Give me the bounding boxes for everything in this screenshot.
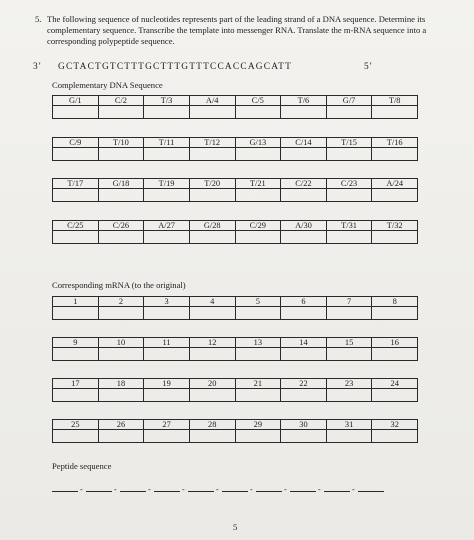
- page-number: 5: [233, 522, 238, 532]
- answer-cell[interactable]: [53, 189, 99, 202]
- dna-cell: T/31: [326, 221, 372, 231]
- answer-cell[interactable]: [372, 231, 418, 244]
- mrna-table-4: [52, 419, 418, 443]
- mrna-cell: 30: [281, 420, 327, 430]
- dna-table-label-row: [53, 221, 418, 231]
- dna-cell: G/18: [98, 179, 144, 189]
- dna-cell: C/29: [235, 221, 281, 231]
- dna-cell: T/6: [281, 96, 327, 106]
- mrna-cell: 22: [281, 379, 327, 389]
- mrna-cell: 32: [372, 420, 418, 430]
- dna-cell: T/10: [98, 138, 144, 148]
- peptide-blank[interactable]: [120, 491, 146, 492]
- answer-cell[interactable]: [53, 348, 99, 361]
- mrna-table-label-row: [53, 338, 418, 348]
- answer-cell[interactable]: [326, 307, 372, 320]
- dna-cell: T/32: [372, 221, 418, 231]
- answer-cell[interactable]: [281, 430, 327, 443]
- answer-cell[interactable]: [372, 106, 418, 119]
- mrna-cell: 24: [372, 379, 418, 389]
- answer-cell[interactable]: [53, 307, 99, 320]
- peptide-separator: -: [182, 485, 185, 494]
- answer-cell[interactable]: [189, 307, 235, 320]
- mrna-cell: 15: [326, 338, 372, 348]
- mrna-cell: 16: [372, 338, 418, 348]
- answer-cell[interactable]: [189, 389, 235, 402]
- answer-cell[interactable]: [235, 189, 281, 202]
- mrna-cell: 17: [53, 379, 99, 389]
- dna-cell: T/12: [189, 138, 235, 148]
- answer-cell[interactable]: [144, 231, 190, 244]
- answer-cell[interactable]: [98, 430, 144, 443]
- dna-cell: T/21: [235, 179, 281, 189]
- answer-cell[interactable]: [144, 148, 190, 161]
- mrna-cell: 21: [235, 379, 281, 389]
- question-number: 5.: [35, 14, 42, 24]
- dna-section-title: Complementary DNA Sequence: [52, 80, 163, 90]
- answer-cell[interactable]: [281, 389, 327, 402]
- dna-table-label-row: [53, 179, 418, 189]
- dna-cell: C/2: [98, 96, 144, 106]
- mrna-cell: 4: [189, 297, 235, 307]
- peptide-label: Peptide sequence: [52, 461, 112, 471]
- dna-cell: T/11: [144, 138, 190, 148]
- answer-cell[interactable]: [372, 348, 418, 361]
- dna-answer-row: [53, 106, 418, 119]
- answer-cell[interactable]: [98, 231, 144, 244]
- peptide-separator: -: [80, 485, 83, 494]
- answer-cell[interactable]: [281, 106, 327, 119]
- peptide-blank[interactable]: [188, 491, 214, 492]
- answer-cell[interactable]: [53, 106, 99, 119]
- peptide-blank[interactable]: [256, 491, 282, 492]
- dna-answer-row: [53, 189, 418, 202]
- question-text: The following sequence of nucleotides represents part of the leading strand of a DNA sequence. Determine its complementary sequence. Transcribe the template into messenger RNA. Translate the m-RNA sequence into a corresponding polypeptide sequence.: [47, 14, 427, 46]
- answer-cell[interactable]: [372, 389, 418, 402]
- peptide-blank[interactable]: [52, 491, 78, 492]
- dna-cell: G/1: [53, 96, 99, 106]
- sequence-bases: GCTACTGTCTTTGCTTTGTTTCCACCAGCATT: [58, 62, 292, 72]
- mrna-cell: 11: [144, 338, 190, 348]
- mrna-cell: 27: [144, 420, 190, 430]
- mrna-cell: 9: [53, 338, 99, 348]
- mrna-cell: 5: [235, 297, 281, 307]
- answer-cell[interactable]: [235, 106, 281, 119]
- dna-answer-row: [53, 231, 418, 244]
- peptide-blank[interactable]: [290, 491, 316, 492]
- mrna-cell: 23: [326, 379, 372, 389]
- peptide-blank[interactable]: [358, 491, 384, 492]
- peptide-answer-blanks: [52, 485, 402, 495]
- mrna-table-label-row: [53, 420, 418, 430]
- mrna-cell: 12: [189, 338, 235, 348]
- dna-table-4: [52, 220, 418, 244]
- answer-cell[interactable]: [235, 389, 281, 402]
- peptide-separator: -: [250, 485, 253, 494]
- answer-cell[interactable]: [189, 106, 235, 119]
- answer-cell[interactable]: [144, 348, 190, 361]
- mrna-cell: 13: [235, 338, 281, 348]
- mrna-cell: 7: [326, 297, 372, 307]
- mrna-cell: 19: [144, 379, 190, 389]
- answer-cell[interactable]: [189, 231, 235, 244]
- dna-cell: C/22: [281, 179, 327, 189]
- answer-cell[interactable]: [144, 430, 190, 443]
- dna-cell: G/13: [235, 138, 281, 148]
- dna-cell: C/26: [98, 221, 144, 231]
- answer-cell[interactable]: [98, 348, 144, 361]
- dna-cell: C/9: [53, 138, 99, 148]
- answer-cell[interactable]: [235, 148, 281, 161]
- dna-table-2: [52, 137, 418, 161]
- dna-cell: T/16: [372, 138, 418, 148]
- answer-cell[interactable]: [98, 307, 144, 320]
- mrna-cell: 28: [189, 420, 235, 430]
- mrna-cell: 29: [235, 420, 281, 430]
- mrna-answer-row: [53, 389, 418, 402]
- answer-cell[interactable]: [53, 231, 99, 244]
- mrna-answer-row: [53, 430, 418, 443]
- peptide-blank[interactable]: [154, 491, 180, 492]
- dna-cell: C/5: [235, 96, 281, 106]
- answer-cell[interactable]: [372, 189, 418, 202]
- answer-cell[interactable]: [98, 148, 144, 161]
- answer-cell[interactable]: [326, 148, 372, 161]
- mrna-table-1: [52, 296, 418, 320]
- dna-cell: A/30: [281, 221, 327, 231]
- answer-cell[interactable]: [235, 231, 281, 244]
- answer-cell[interactable]: [326, 348, 372, 361]
- answer-cell[interactable]: [235, 348, 281, 361]
- mrna-cell: 31: [326, 420, 372, 430]
- answer-cell[interactable]: [53, 430, 99, 443]
- dna-table-label-row: [53, 96, 418, 106]
- mrna-table-2: [52, 337, 418, 361]
- peptide-separator: -: [284, 485, 287, 494]
- answer-cell[interactable]: [144, 307, 190, 320]
- mrna-cell: 10: [98, 338, 144, 348]
- answer-cell[interactable]: [189, 348, 235, 361]
- mrna-table-label-row: [53, 379, 418, 389]
- mrna-cell: 6: [281, 297, 327, 307]
- dna-cell: A/4: [189, 96, 235, 106]
- mrna-cell: 1: [53, 297, 99, 307]
- mrna-cell: 2: [98, 297, 144, 307]
- answer-cell[interactable]: [372, 148, 418, 161]
- dna-cell: C/23: [326, 179, 372, 189]
- dna-cell: T/20: [189, 179, 235, 189]
- mrna-table-label-row: [53, 297, 418, 307]
- answer-cell[interactable]: [98, 106, 144, 119]
- dna-table-3: [52, 178, 418, 202]
- dna-cell: G/28: [189, 221, 235, 231]
- peptide-blank[interactable]: [86, 491, 112, 492]
- answer-cell[interactable]: [53, 389, 99, 402]
- mrna-cell: 3: [144, 297, 190, 307]
- answer-cell[interactable]: [326, 430, 372, 443]
- answer-cell[interactable]: [281, 148, 327, 161]
- dna-cell: T/19: [144, 179, 190, 189]
- dna-table-label-row: [53, 138, 418, 148]
- sequence-3-prime: 3': [33, 62, 42, 72]
- peptide-separator: -: [318, 485, 321, 494]
- mrna-cell: 8: [372, 297, 418, 307]
- dna-cell: A/24: [372, 179, 418, 189]
- peptide-blank[interactable]: [324, 491, 350, 492]
- mrna-table-3: [52, 378, 418, 402]
- answer-cell[interactable]: [281, 231, 327, 244]
- answer-cell[interactable]: [144, 189, 190, 202]
- mrna-answer-row: [53, 348, 418, 361]
- answer-cell[interactable]: [235, 430, 281, 443]
- answer-cell[interactable]: [189, 148, 235, 161]
- peptide-blank[interactable]: [222, 491, 248, 492]
- sequence-5-prime: 5': [364, 62, 373, 72]
- peptide-separator: -: [352, 485, 355, 494]
- answer-cell[interactable]: [144, 106, 190, 119]
- dna-table-1: [52, 95, 418, 119]
- answer-cell[interactable]: [281, 307, 327, 320]
- mrna-cell: 20: [189, 379, 235, 389]
- answer-cell[interactable]: [189, 430, 235, 443]
- mrna-cell: 18: [98, 379, 144, 389]
- dna-cell: T/15: [326, 138, 372, 148]
- answer-cell[interactable]: [326, 389, 372, 402]
- dna-cell: T/3: [144, 96, 190, 106]
- answer-cell[interactable]: [98, 189, 144, 202]
- answer-cell[interactable]: [326, 189, 372, 202]
- answer-cell[interactable]: [372, 430, 418, 443]
- dna-cell: T/17: [53, 179, 99, 189]
- dna-cell: T/8: [372, 96, 418, 106]
- peptide-separator: -: [114, 485, 117, 494]
- dna-cell: C/14: [281, 138, 327, 148]
- dna-cell: A/27: [144, 221, 190, 231]
- answer-cell[interactable]: [98, 389, 144, 402]
- answer-cell[interactable]: [281, 189, 327, 202]
- dna-cell: C/25: [53, 221, 99, 231]
- answer-cell[interactable]: [235, 307, 281, 320]
- mrna-cell: 25: [53, 420, 99, 430]
- answer-cell[interactable]: [326, 106, 372, 119]
- mrna-cell: 14: [281, 338, 327, 348]
- answer-cell[interactable]: [281, 348, 327, 361]
- answer-cell[interactable]: [189, 189, 235, 202]
- mrna-section-title: Corresponding mRNA (to the original): [52, 280, 186, 290]
- answer-cell[interactable]: [53, 148, 99, 161]
- mrna-answer-row: [53, 307, 418, 320]
- answer-cell[interactable]: [144, 389, 190, 402]
- peptide-separator: -: [216, 485, 219, 494]
- answer-cell[interactable]: [326, 231, 372, 244]
- answer-cell[interactable]: [372, 307, 418, 320]
- dna-answer-row: [53, 148, 418, 161]
- mrna-cell: 26: [98, 420, 144, 430]
- peptide-separator: -: [148, 485, 151, 494]
- dna-cell: G/7: [326, 96, 372, 106]
